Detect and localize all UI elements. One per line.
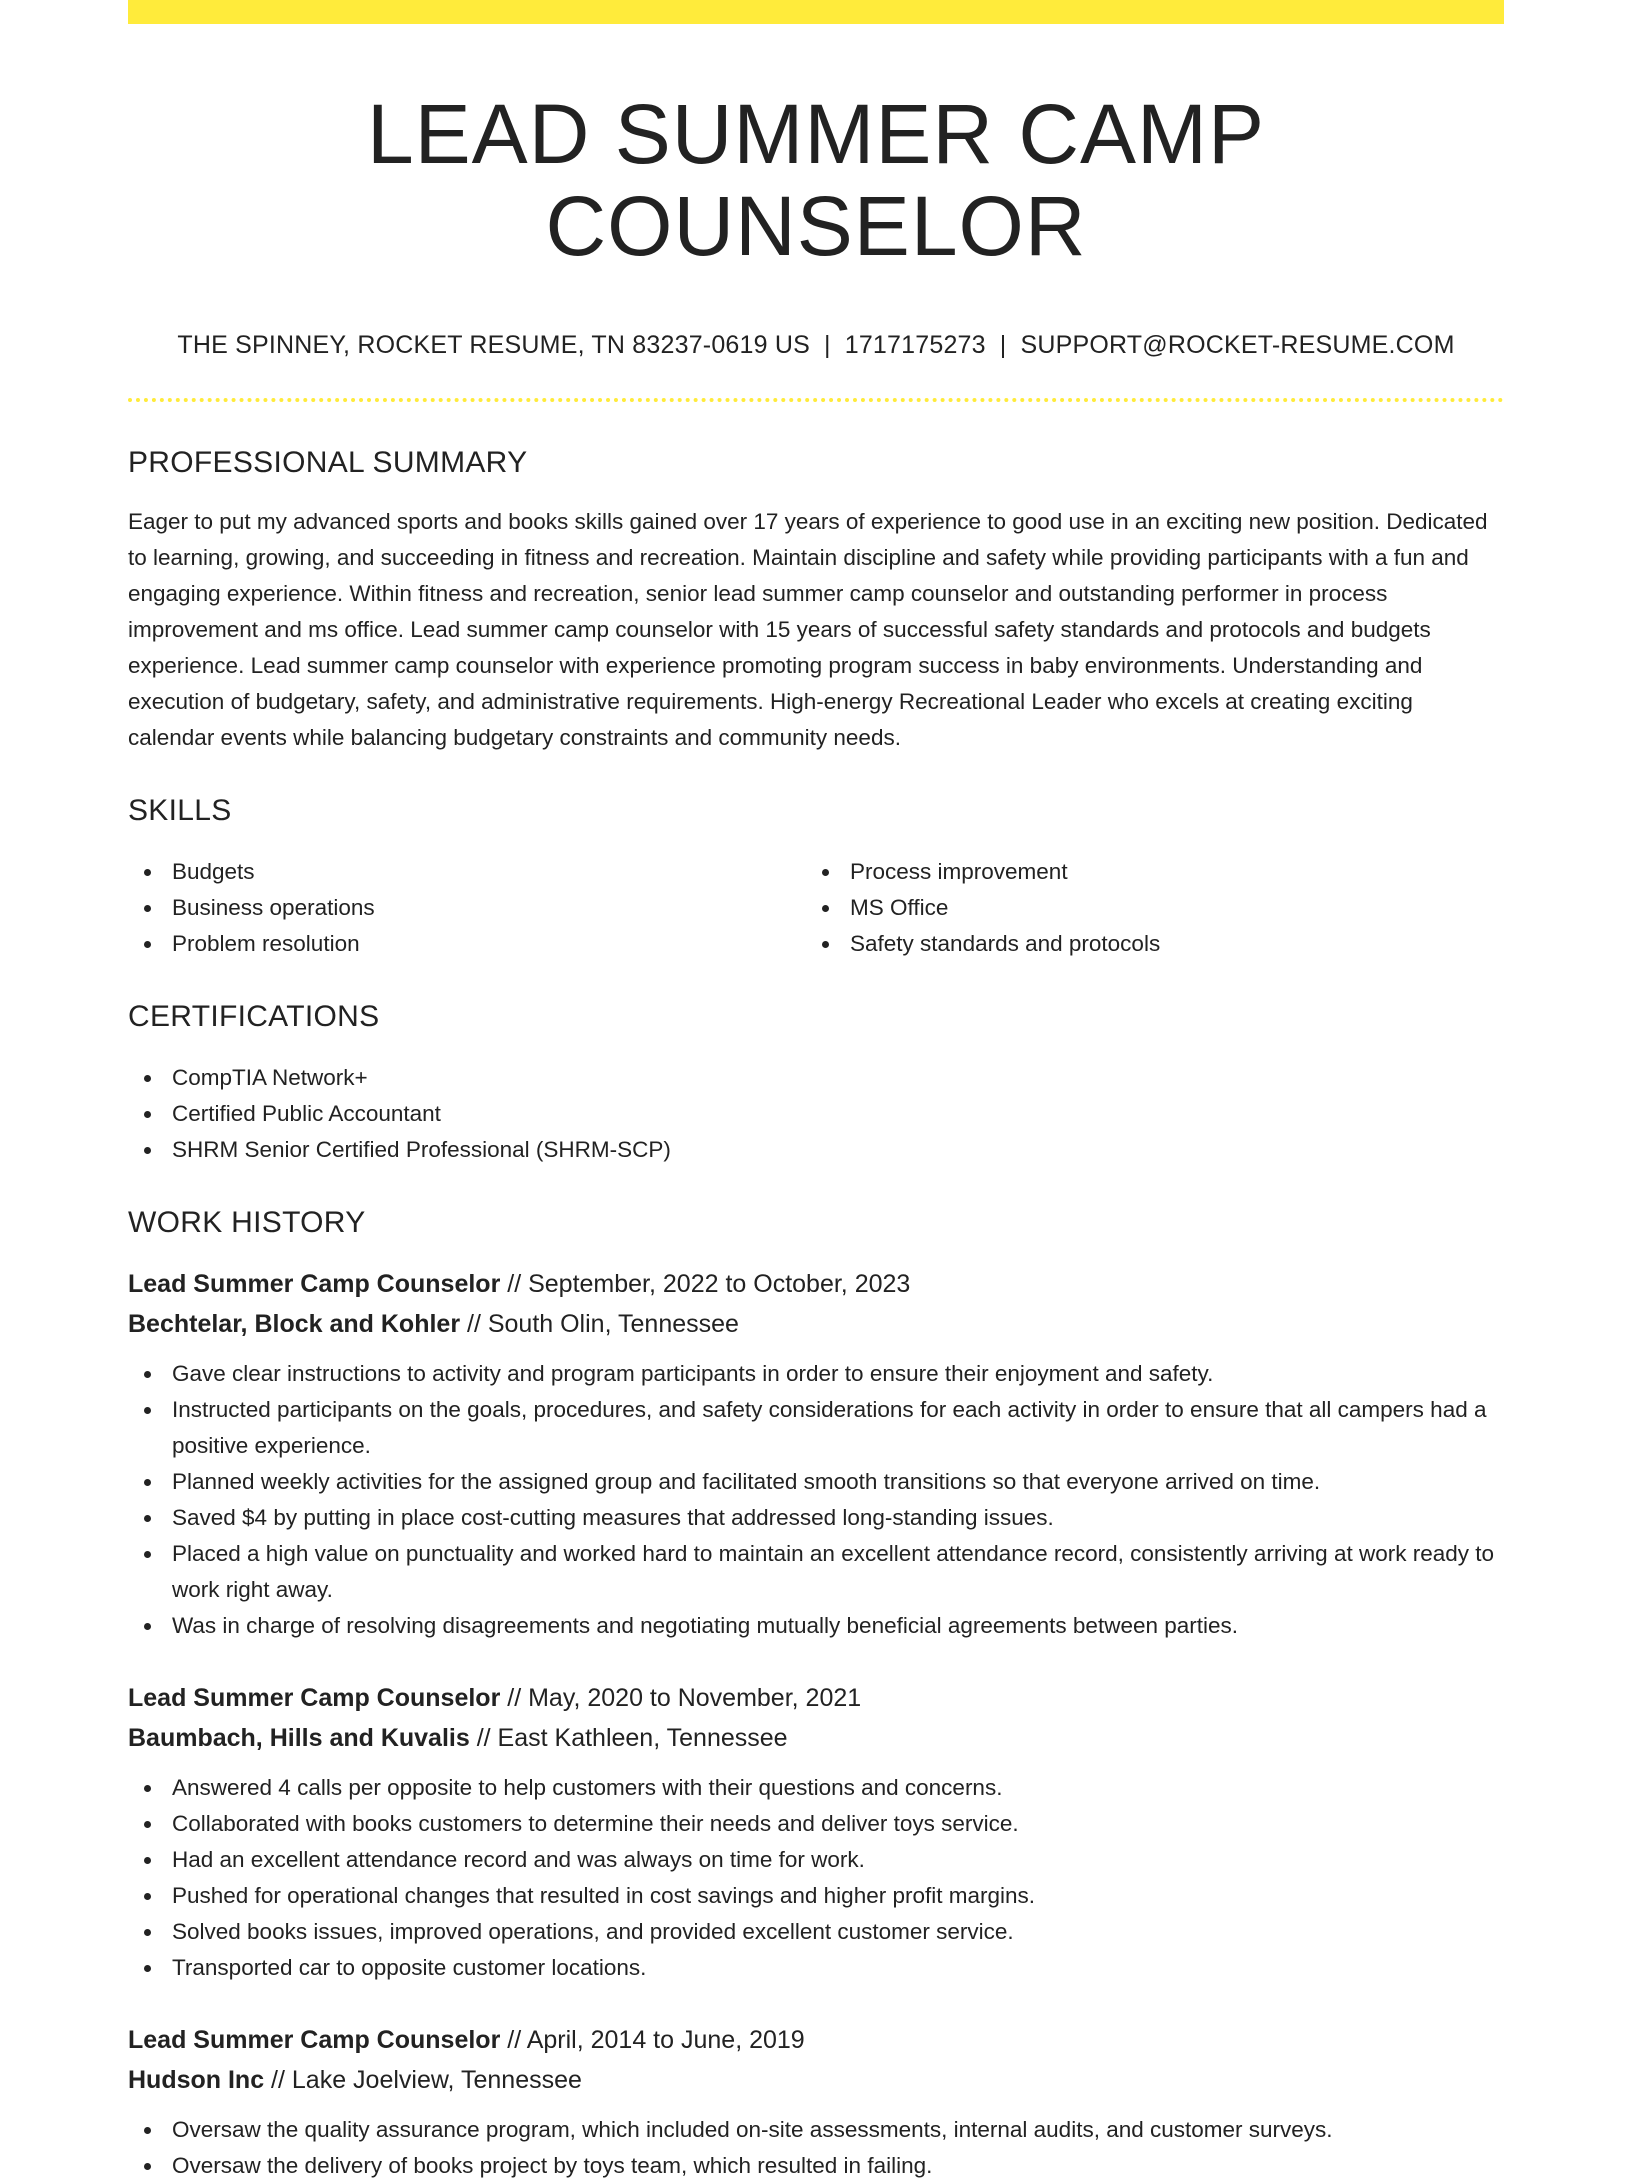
certification-item: Certified Public Accountant bbox=[128, 1096, 1504, 1132]
job-bullet-list bbox=[128, 1770, 1504, 1986]
job-bullet: Collaborated with books customers to determine their needs and deliver toys service. bbox=[128, 1806, 1504, 1842]
job-location: // Lake Joelview, Tennessee bbox=[264, 2065, 582, 2094]
work-history-heading: WORK HISTORY bbox=[128, 1205, 366, 1239]
job-bullet: Had an excellent attendance record and was always on time for work. bbox=[128, 1842, 1504, 1878]
job-entry bbox=[128, 1264, 1504, 1644]
accent-top-bar bbox=[128, 0, 1504, 24]
certification-item: SHRM Senior Certified Professional (SHRM-SCP) bbox=[128, 1132, 1504, 1168]
job-bullet: Oversaw the delivery of books project by toys team, which resulted in failing. bbox=[128, 2148, 1504, 2184]
job-bullet: Transported car to opposite customer locations. bbox=[128, 1950, 1504, 1986]
job-company: Hudson Inc bbox=[128, 2065, 265, 2094]
job-bullet: Was in charge of resolving disagreements and negotiating mutually beneficial agreements between parties. bbox=[128, 1608, 1504, 1644]
job-role: Lead Summer Camp Counselor bbox=[128, 2025, 501, 2054]
job-dates: // April, 2014 to June, 2019 bbox=[500, 2025, 805, 2054]
job-bullet: Instructed participants on the goals, procedures, and safety considerations for each activity in order to ensure that all campers had a positive experience. bbox=[128, 1392, 1504, 1464]
job-company: Baumbach, Hills and Kuvalis bbox=[128, 1723, 470, 1752]
skill-item: Budgets bbox=[128, 854, 806, 890]
skill-item: Business operations bbox=[128, 890, 806, 926]
job-location: // East Kathleen, Tennessee bbox=[469, 1723, 788, 1752]
skills-heading: SKILLS bbox=[128, 793, 232, 827]
job-bullet: Placed a high value on punctuality and worked hard to maintain an excellent attendance record, consistently arriving at work ready to work right away. bbox=[128, 1536, 1504, 1608]
job-role-line bbox=[128, 2020, 1504, 2060]
certifications-list bbox=[128, 1060, 1504, 1168]
skill-item: Safety standards and protocols bbox=[806, 926, 1484, 962]
contact-separator: | bbox=[824, 330, 831, 359]
resume-name-title: LEAD SUMMER CAMP COUNSELOR bbox=[366, 87, 1266, 274]
job-bullet-list bbox=[128, 1356, 1504, 1644]
job-bullet: Gave clear instructions to activity and program participants in order to ensure their enjoyment and safety. bbox=[128, 1356, 1504, 1392]
job-location: // South Olin, Tennessee bbox=[460, 1309, 739, 1338]
job-bullet: Pushed for operational changes that resulted in cost savings and higher profit margins. bbox=[128, 1878, 1504, 1914]
contact-separator: | bbox=[999, 330, 1007, 359]
job-company-line bbox=[128, 2060, 1504, 2100]
job-role: Lead Summer Camp Counselor bbox=[128, 1683, 501, 1712]
job-entry bbox=[128, 1678, 1504, 1986]
skill-item: Process improvement bbox=[806, 854, 1484, 890]
job-bullet-list bbox=[128, 2112, 1504, 2184]
job-bullet: Planned weekly activities for the assigned group and facilitated smooth transitions so that everyone arrived on time. bbox=[128, 1464, 1504, 1500]
contact-email: SUPPORT@ROCKET-RESUME.COM bbox=[1020, 330, 1455, 359]
job-company: Bechtelar, Block and Kohler bbox=[128, 1309, 461, 1338]
job-bullet: Solved books issues, improved operations, and provided excellent customer service. bbox=[128, 1914, 1504, 1950]
job-entry bbox=[128, 2020, 1504, 2184]
skill-item: MS Office bbox=[806, 890, 1484, 926]
job-role-line bbox=[128, 1264, 1504, 1304]
summary-heading: PROFESSIONAL SUMMARY bbox=[128, 445, 528, 479]
skills-list-right bbox=[806, 854, 1484, 962]
job-role: Lead Summer Camp Counselor bbox=[128, 1269, 501, 1298]
resume-page bbox=[128, 0, 1504, 2184]
contact-line bbox=[128, 331, 1504, 360]
certification-item: CompTIA Network+ bbox=[128, 1060, 1504, 1096]
contact-address: THE SPINNEY, ROCKET RESUME, TN 83237-0619 US bbox=[177, 330, 811, 359]
job-company-line bbox=[128, 1718, 1504, 1758]
skills-list-left bbox=[128, 854, 806, 962]
contact-phone: 1717175273 bbox=[844, 330, 986, 359]
job-dates: // May, 2020 to November, 2021 bbox=[500, 1683, 862, 1712]
job-role-line bbox=[128, 1678, 1504, 1718]
certifications-heading: CERTIFICATIONS bbox=[128, 999, 380, 1033]
job-company-line bbox=[128, 1304, 1504, 1344]
job-bullet: Oversaw the quality assurance program, which included on-site assessments, internal audits, and customer surveys. bbox=[128, 2112, 1504, 2148]
skill-item: Problem resolution bbox=[128, 926, 806, 962]
job-bullet: Saved $4 by putting in place cost-cutting measures that addressed long-standing issues. bbox=[128, 1500, 1504, 1536]
skills-grid bbox=[128, 854, 1504, 962]
summary-text: Eager to put my advanced sports and books skills gained over 17 years of experience to good use in an exciting new position. Dedicated to learning, growing, and succeeding in fitness and recreation. Maintain discipline and safety while providing participants with a fun and engaging experience. Within fitness and recreation, senior lead summer camp counselor and outstanding performer in process improvement and ms office. Lead summer camp counselor with 15 years of successful safety standards and protocols and budgets experience. Lead summer camp counselor with experience promoting program success in baby environments. Understanding and execution of budgetary, safety, and administrative requirements. High-energy Recreational Leader who excels at creating exciting calendar events while balancing budgetary constraints and community needs. bbox=[128, 508, 1488, 750]
job-bullet: Answered 4 calls per opposite to help customers with their questions and concerns. bbox=[128, 1770, 1504, 1806]
job-dates: // September, 2022 to October, 2023 bbox=[500, 1269, 911, 1298]
dotted-divider bbox=[128, 398, 1504, 402]
